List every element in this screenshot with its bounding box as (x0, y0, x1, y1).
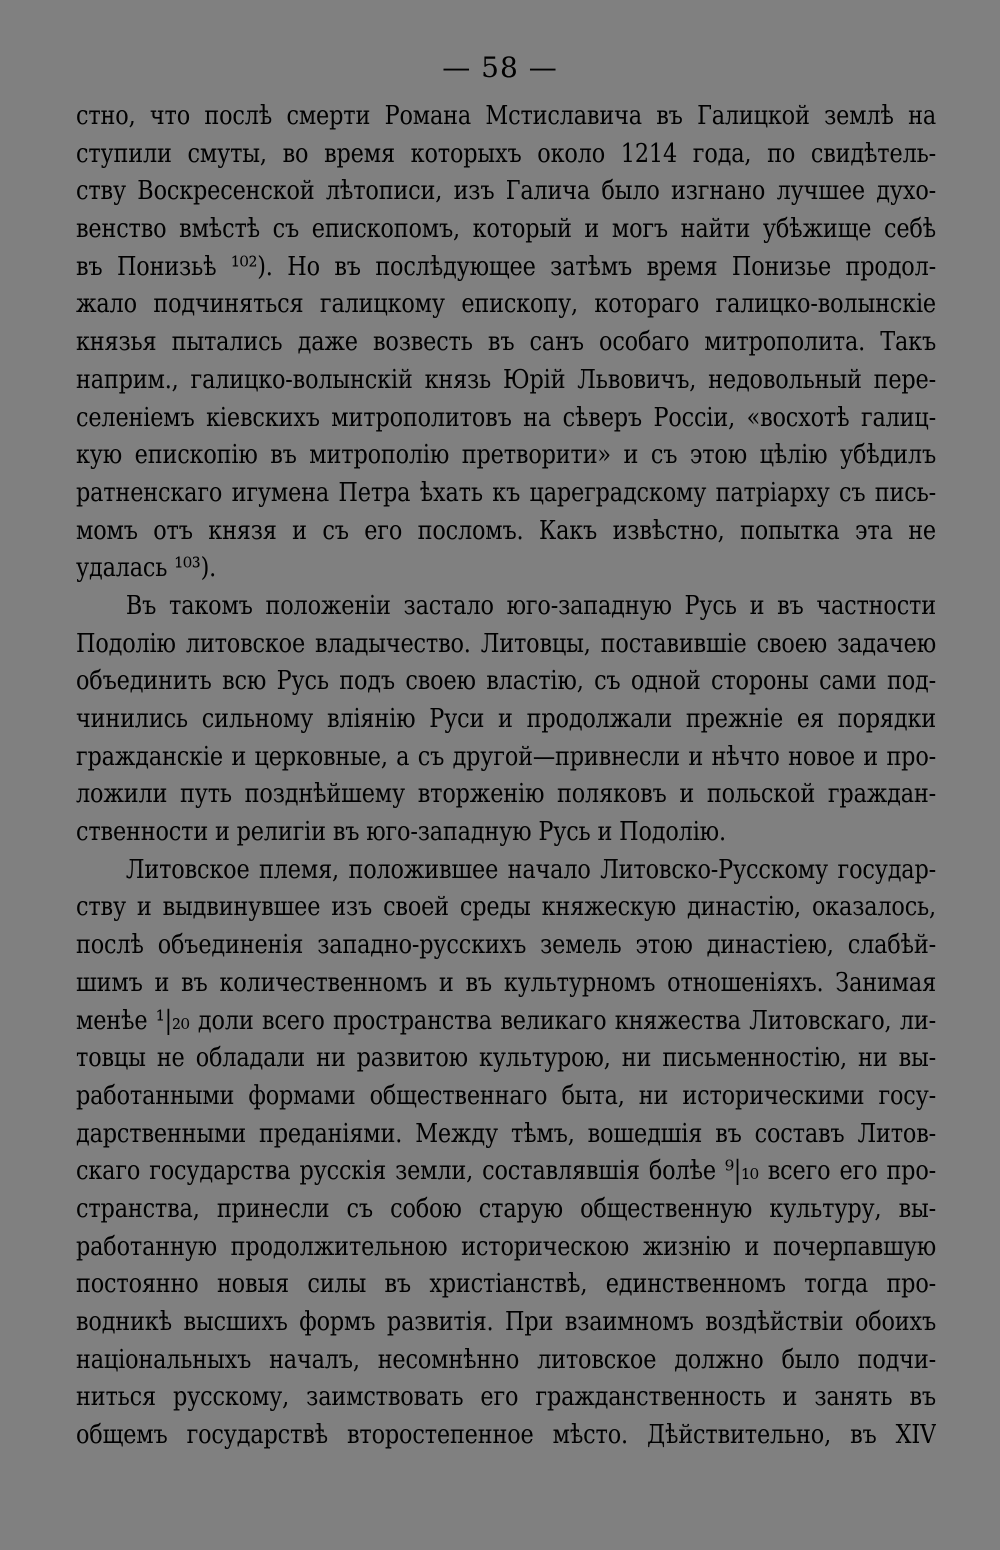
text-line: Литовское племя, положившее начало Литовско-Русскому государ- (125, 854, 936, 885)
text-line: ступили смуты, во время которыхъ около 1214 года, по свидѣтель- (76, 138, 936, 169)
text-line: кую епископію въ митрополію претворити» и съ этою цѣлію убѣдилъ (76, 440, 936, 471)
paragraph (76, 588, 936, 852)
text-line: стно, что послѣ смерти Романа Мстиславича въ Галицкой землѣ на (76, 101, 936, 131)
text-line: селеніемъ кіевскихъ митрополитовъ на сѣверъ Россіи, «восхотѣ галиц- (76, 402, 936, 433)
text-line: князья пытались даже возвесть въ санъ особаго митрополита. Такъ (76, 327, 936, 358)
text-line: Въ такомъ положеніи застало юго-западную Русь и въ частности (125, 590, 936, 621)
text-line: жало подчиняться галицкому епископу, котораго галицко-волынскіе (76, 289, 936, 320)
paragraph (76, 98, 936, 588)
text-line: ству Воскресенской лѣтописи, изъ Галича было изгнано лучшее духо- (76, 176, 936, 207)
text-line: дарственными преданіями. Между тѣмъ, вошедшія въ составъ Литов- (76, 1118, 936, 1149)
text-line: ственности и религіи въ юго-западную Русь и Подолію. (76, 817, 726, 848)
text-line: скаго государства русскія земли, составлявшія болѣе ⁹|₁₀ всего его про- (76, 1156, 936, 1187)
text-line: чинились сильному вліянію Руси и продолжали прежніе ея порядки (76, 704, 936, 734)
page-number: — 58 — (442, 51, 558, 84)
text-line: странства, принесли съ собою старую общественную культуру, вы- (76, 1193, 936, 1224)
text-line: ниться русскому, заимствовать его гражданственность и занять въ (76, 1382, 936, 1413)
text-line: венство вмѣстѣ съ епископомъ, который и могъ найти убѣжище себѣ (76, 214, 936, 245)
text-line: постоянно новыя силы въ христіанствѣ, единственномъ тогда про- (76, 1269, 936, 1300)
text-line: національныхъ началъ, несомнѣнно литовское должно было подчи- (76, 1344, 936, 1375)
text-line: послѣ объединенія западно-русскихъ земель этою династіею, слабѣй- (76, 930, 936, 961)
text-line: гражданскіе и церковные, а съ другой—привнесли и нѣчто новое и про- (76, 741, 936, 772)
text-line: наприм., галицко-волынскій князь Юрій Львовичъ, недовольный пере- (76, 364, 936, 395)
text-line: ратненскаго игумена Петра ѣхать къ цареградскому патріарху съ пись- (76, 477, 936, 508)
text-line: менѣе ¹|₂₀ доли всего пространства великаго княжества Литовскаго, ли- (76, 1005, 936, 1036)
text-line: момъ отъ князя и съ его посломъ. Какъ извѣстно, попытка эта не (76, 515, 936, 546)
body-text (76, 98, 936, 1455)
text-line: общемъ государствѣ второстепенное мѣсто. Дѣйствительно, въ XIV (76, 1420, 936, 1451)
text-line: товцы не обладали ни развитою культурою, ни письменностію, ни вы- (76, 1043, 936, 1074)
text-line: шимъ и въ количественномъ и въ культурномъ отношеніяхъ. Занимая (76, 967, 936, 998)
text-line: удалась ¹⁰³). (76, 553, 217, 584)
text-line: въ Понизьѣ ¹⁰²). Но въ послѣдующее затѣмъ время Понизье продол- (76, 251, 936, 282)
text-line: водникѣ высшихъ формъ развитія. При взаимномъ воздѣйствіи обоихъ (76, 1307, 936, 1337)
text-line: работанную продолжительною историческою жизнію и почерпавшую (76, 1231, 936, 1262)
text-line: ству и выдвинувшее изъ своей среды княжескую династію, оказалось, (76, 892, 936, 923)
text-line: работанными формами общественнаго быта, ни историческими госу- (76, 1080, 936, 1111)
paragraph (76, 852, 936, 1455)
text-line: ложили путь позднѣйшему вторженію поляковъ и польской граждан- (76, 779, 936, 810)
text-line: объединить всю Русь подъ своею властію, съ одной стороны сами под- (76, 666, 936, 697)
text-line: Подолію литовское владычество. Литовцы, поставившіе своею задачею (76, 628, 936, 659)
